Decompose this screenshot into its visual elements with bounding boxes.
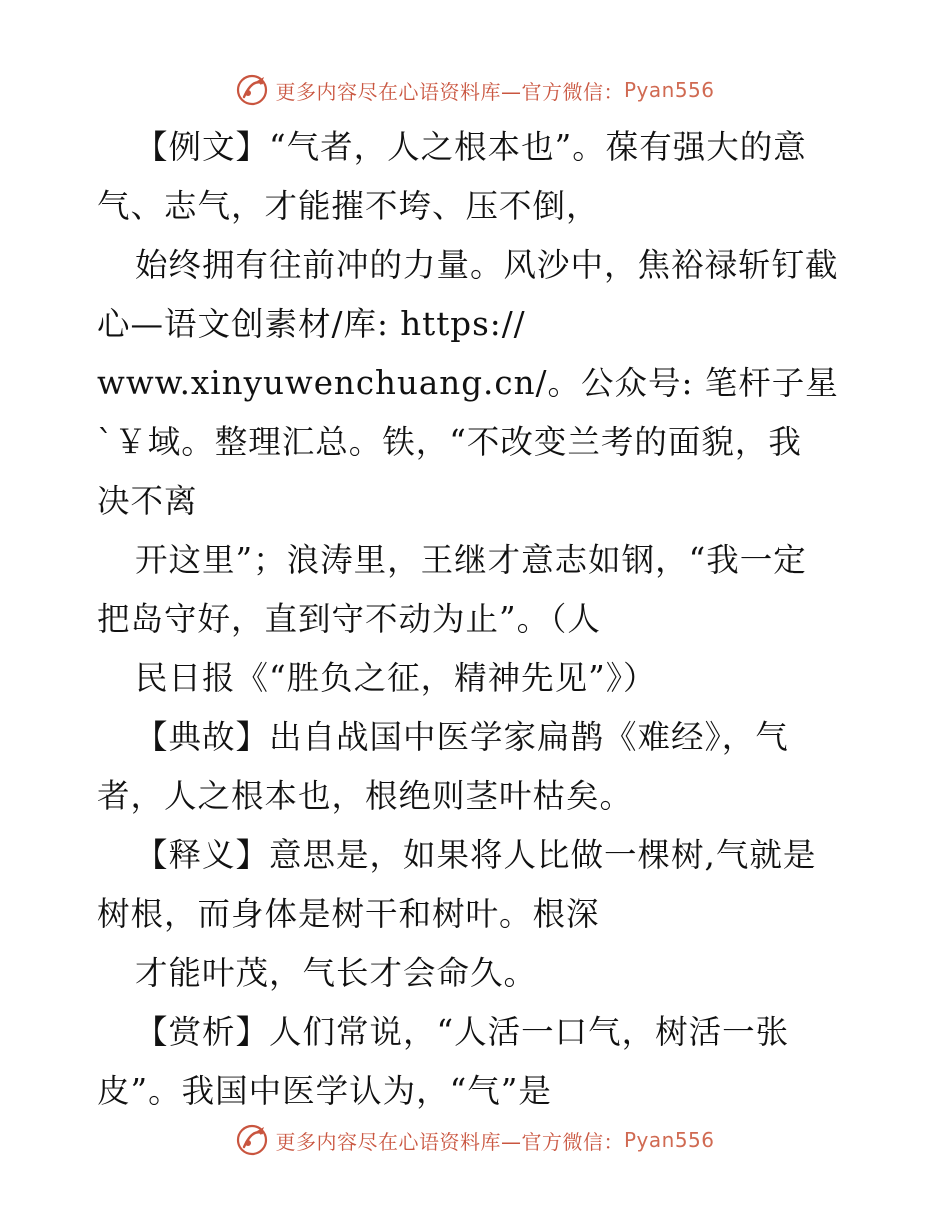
header-wechat-id: Pyan556 <box>623 78 715 102</box>
text-line: 开这里”；浪涛里，王继才意志如钢，“我一定 <box>135 541 807 579</box>
text-line: 皮”。我国中医学认为，“气”是 <box>97 1072 552 1110</box>
header-text: 更多内容尽在心语资料库—官方微信： <box>275 79 624 104</box>
footer-watermark <box>0 1120 950 1160</box>
text-line: 始终拥有往前冲的力量。风沙中，焦裕禄斩钉截 <box>135 246 839 284</box>
footer-text: 更多内容尽在心语资料库—官方微信： <box>275 1129 624 1154</box>
text-line: 【典故】出自战国中医学家扁鹊《难经》，气 <box>135 718 789 756</box>
footer-wechat-id: Pyan556 <box>623 1128 715 1152</box>
text-line: 气、志气，才能摧不垮、压不倒， <box>97 187 600 225</box>
text-line: `￥域。整理汇总。铁，“不改变兰考的面貌，我 <box>97 423 802 461</box>
text-line: www.xinyuwenchuang.cn/。公众号: 笔杆子星 <box>97 364 839 402</box>
text-line: 树根，而身体是树干和树叶。根深 <box>97 895 600 933</box>
document-body <box>97 118 867 1121</box>
brand-logo-icon <box>235 1123 269 1157</box>
text-line: 【例文】“气者，人之根本也”。葆有强大的意 <box>135 128 807 166</box>
text-line: 【释义】意思是，如果将人比做一棵树,气就是 <box>135 836 817 874</box>
header-watermark <box>0 70 950 110</box>
text-line: 决不离 <box>97 482 198 520</box>
text-line: 【赏析】人们常说，“人活一口气，树活一张 <box>135 1013 790 1051</box>
brand-logo-icon <box>235 73 269 107</box>
text-line: 把岛守好，直到守不动为止”。（人 <box>97 600 601 638</box>
text-line: 才能叶茂，气长才会命久。 <box>135 954 538 992</box>
text-line: 心—语文创素材/库: https:// <box>97 305 526 343</box>
paragraph-lines <box>97 118 867 1121</box>
text-line: 民日报《“胜负之征，精神先见”》） <box>135 659 657 697</box>
text-line: 者，人之根本也，根绝则茎叶枯矣。 <box>97 777 634 815</box>
